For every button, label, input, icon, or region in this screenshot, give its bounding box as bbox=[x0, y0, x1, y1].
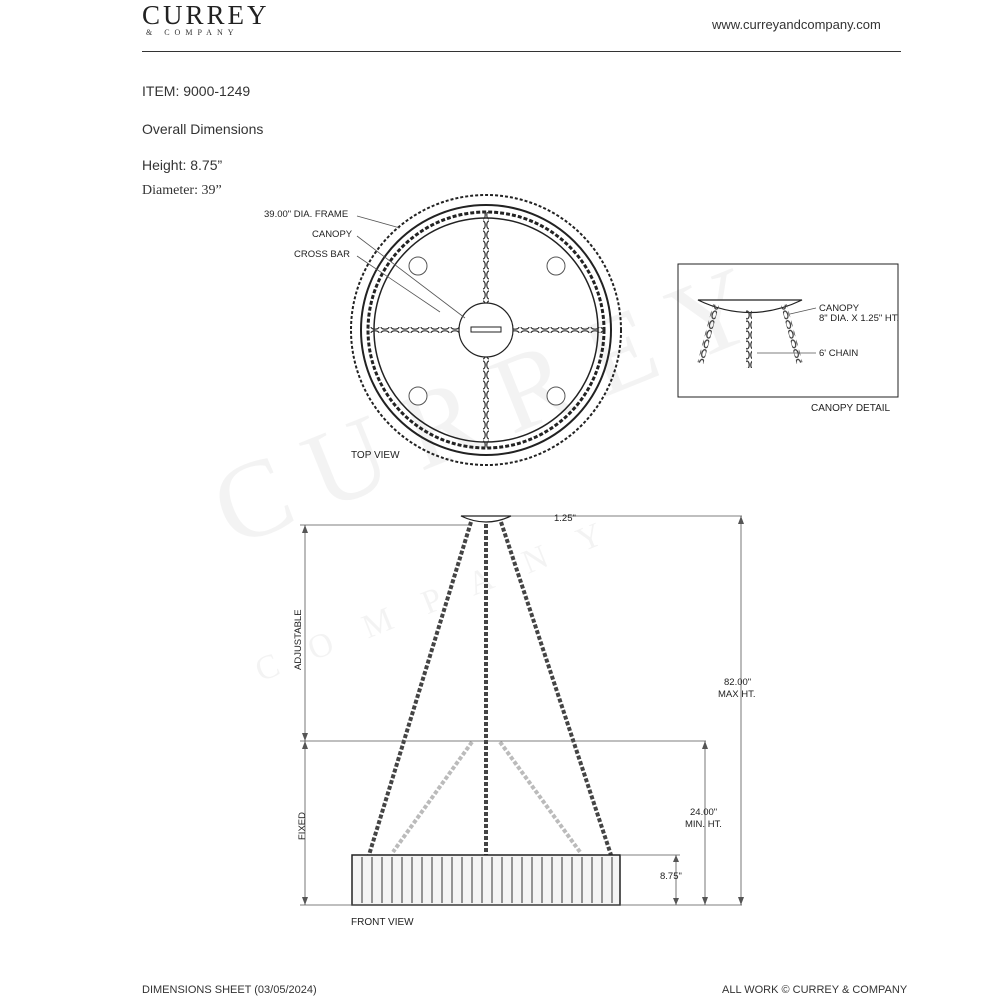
top-view-drawing bbox=[351, 195, 621, 465]
chain-length-label: 6' CHAIN bbox=[819, 348, 859, 359]
front-view-label: FRONT VIEW bbox=[351, 917, 414, 928]
footer-copyright: ALL WORK © CURREY & COMPANY bbox=[722, 984, 908, 996]
canopy-detail-label: CANOPY DETAIL bbox=[811, 403, 891, 414]
footer-date: DIMENSIONS SHEET (03/05/2024) bbox=[142, 984, 317, 996]
min-height-label: MIN. HT. bbox=[685, 819, 722, 830]
brand-logo: CURREY bbox=[142, 0, 270, 30]
canopy-dimensions-label: 8" DIA. X 1.25" HT. bbox=[819, 313, 900, 324]
frame-dia-label: 39.00" DIA. FRAME bbox=[264, 209, 349, 220]
crossbar-label: CROSS BAR bbox=[294, 249, 350, 260]
fixed-label: FIXED bbox=[297, 812, 308, 840]
item-number: ITEM: 9000-1249 bbox=[142, 83, 251, 99]
canopy-detail-drawing bbox=[678, 264, 898, 397]
max-height-label: MAX HT. bbox=[718, 689, 756, 700]
brand-logo-sub: & COMPANY bbox=[146, 28, 239, 37]
canopy-height-label: 1.25" bbox=[554, 513, 576, 524]
website-link[interactable]: www.curreyandcompany.com bbox=[712, 17, 881, 32]
height-spec: Height: 8.75” bbox=[142, 157, 223, 173]
top-view-label: TOP VIEW bbox=[351, 450, 400, 461]
canopy-detail-canopy-label: CANOPY bbox=[819, 303, 860, 314]
body-height-label: 8.75" bbox=[660, 871, 682, 882]
front-view-drawing bbox=[300, 516, 744, 905]
min-height-value: 24.00" bbox=[690, 807, 718, 818]
max-height-value: 82.00" bbox=[724, 677, 752, 688]
canopy-label: CANOPY bbox=[312, 229, 353, 240]
section-title: Overall Dimensions bbox=[142, 121, 264, 137]
adjustable-label: ADJUSTABLE bbox=[293, 609, 304, 670]
diameter-spec: Diameter: 39” bbox=[142, 183, 222, 198]
